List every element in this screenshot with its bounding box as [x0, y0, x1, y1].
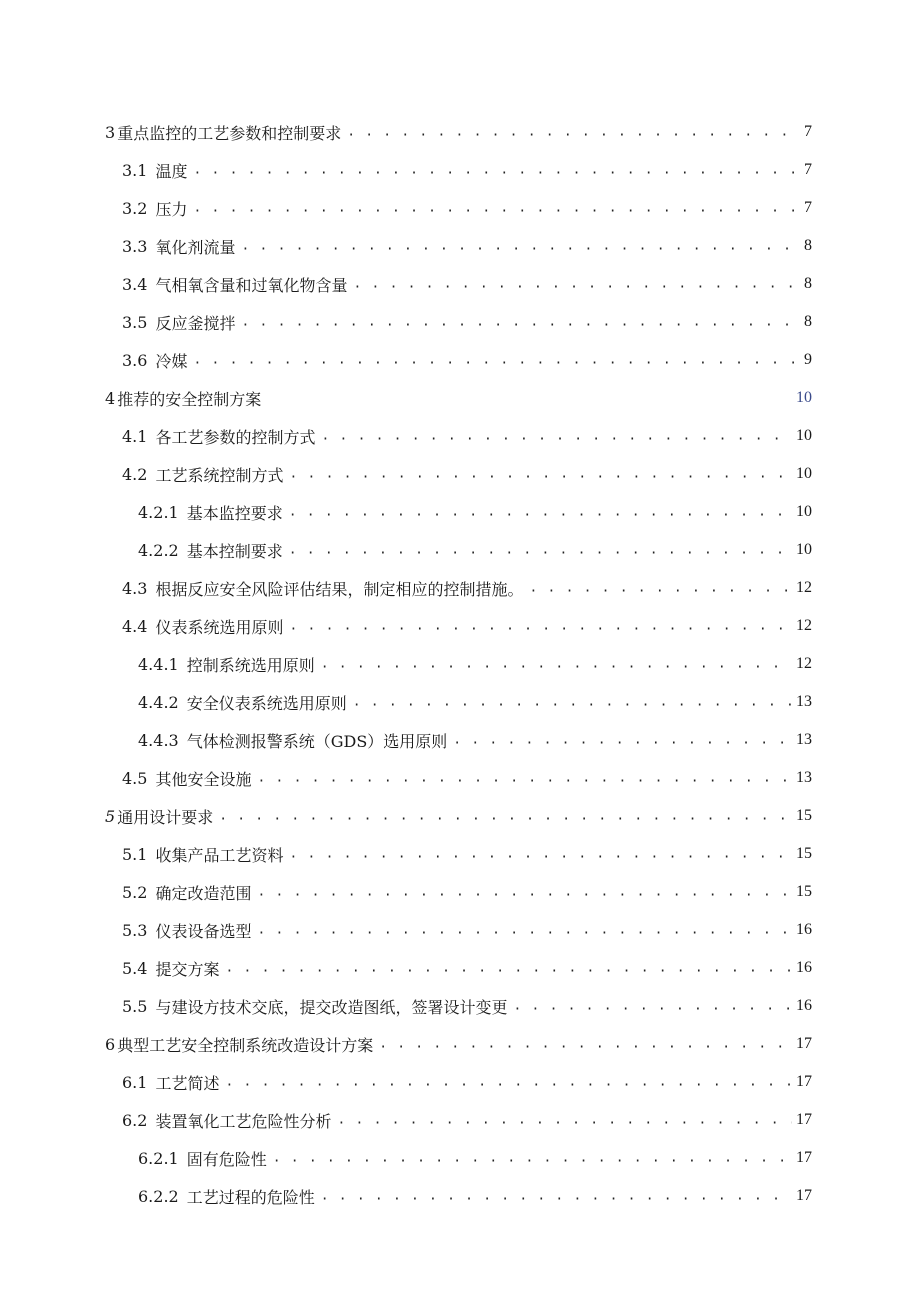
toc-entry-number: 6.2.2 [138, 1186, 179, 1206]
toc-entry-number: 6.2 [122, 1110, 148, 1130]
toc-entry[interactable] [122, 915, 812, 945]
toc-entry[interactable] [122, 193, 812, 223]
toc-entry-page-number: 13 [796, 769, 812, 786]
toc-entry-number: 5.3 [122, 920, 148, 940]
toc-dot-leader [267, 383, 792, 413]
toc-entry[interactable] [138, 649, 812, 679]
toc-entry-page-number: 13 [796, 731, 812, 748]
toc-entry[interactable] [122, 611, 812, 641]
toc-entry-page-number: 7 [804, 123, 812, 140]
toc-entry-page-number: 10 [796, 503, 812, 520]
toc-entry-number: 5.4 [122, 958, 148, 978]
toc-entry-page-number: 12 [796, 617, 812, 634]
toc-entry-title: 气相氧含量和过氧化物含量 [155, 275, 348, 295]
toc-entry[interactable] [138, 687, 812, 717]
toc-entry-page-number: 12 [796, 655, 812, 672]
toc-entry-page-number: 8 [804, 237, 812, 254]
toc-entry-page-number: 7 [804, 161, 812, 178]
toc-entry[interactable] [138, 1181, 812, 1211]
toc-entry-page-number: 8 [804, 275, 812, 292]
toc-dot-leader [257, 763, 792, 793]
toc-entry[interactable] [122, 1067, 812, 1097]
toc-entry-number: 4.2.2 [138, 540, 179, 560]
toc-entry-number: 5.1 [122, 844, 148, 864]
toc-entry-number: 4.4 [122, 616, 148, 636]
toc-entry-page-number: 13 [796, 693, 812, 710]
toc-dot-leader [241, 307, 796, 337]
toc-dot-leader [257, 915, 792, 945]
toc-entry[interactable] [105, 117, 812, 147]
toc-entry-title: 确定改造范围 [155, 883, 252, 903]
toc-entry-page-number: 17 [796, 1187, 812, 1204]
toc-entry-title: 通用设计要求 [117, 807, 214, 827]
toc-entry-number: 3.2 [122, 198, 148, 218]
toc-dot-leader [289, 535, 792, 565]
toc-entry-number: 4.4.1 [138, 654, 179, 674]
toc-entry-number: 4.4.2 [138, 692, 179, 712]
toc-dot-leader [241, 231, 796, 261]
toc-entry-number: 6.1 [122, 1072, 148, 1092]
toc-dot-leader [289, 497, 792, 527]
toc-entry-title: 工艺系统控制方式 [155, 465, 284, 485]
toc-entry[interactable] [138, 725, 812, 755]
toc-dot-leader [347, 117, 796, 147]
toc-dot-leader [193, 193, 796, 223]
toc-entry-title: 压力 [155, 199, 188, 219]
toc-entry-title: 装置氧化工艺危险性分析 [155, 1111, 332, 1131]
toc-entry-page-number: 12 [796, 579, 812, 596]
toc-dot-leader [289, 839, 792, 869]
toc-dot-leader [379, 1029, 792, 1059]
toc-entry-title: 工艺过程的危险性 [186, 1187, 315, 1207]
toc-entry-number: 6.2.1 [138, 1148, 179, 1168]
toc-entry-title: 提交方案 [155, 959, 220, 979]
toc-entry-number: 3 [105, 122, 116, 142]
toc-entry-title: 温度 [155, 161, 188, 181]
toc-entry-number: 4 [105, 388, 116, 408]
toc-entry-title: 工艺简述 [155, 1073, 220, 1093]
toc-dot-leader [289, 459, 792, 489]
toc-dot-leader [353, 269, 796, 299]
toc-dot-leader [193, 155, 796, 185]
toc-dot-leader [225, 953, 792, 983]
toc-entry[interactable] [122, 1105, 812, 1135]
toc-entry-page-number: 16 [796, 997, 812, 1014]
toc-entry-number: 4.1 [122, 426, 148, 446]
toc-entry-title: 根据反应安全风险评估结果，制定相应的控制措施。 [155, 579, 524, 599]
toc-entry-page-number: 15 [796, 845, 812, 862]
toc-entry-page-number: 10 [796, 427, 812, 444]
toc-dot-leader [529, 573, 792, 603]
toc-entry[interactable] [138, 535, 812, 565]
toc-dot-leader [321, 649, 792, 679]
toc-entry-page-number: 7 [804, 199, 812, 216]
toc-entry-title: 氧化剂流量 [155, 237, 236, 257]
toc-entry[interactable] [122, 345, 812, 375]
toc-entry-title: 基本监控要求 [186, 503, 283, 523]
toc-entry-number: 5.5 [122, 996, 148, 1016]
toc-entry-title: 各工艺参数的控制方式 [155, 427, 316, 447]
toc-dot-leader [337, 1105, 792, 1135]
toc-entry-number: 5.2 [122, 882, 148, 902]
toc-entry-page-number: 9 [804, 351, 812, 368]
toc-entry-page-number: 10 [796, 541, 812, 558]
toc-entry-page-number: 8 [804, 313, 812, 330]
toc-entry[interactable] [105, 801, 812, 831]
toc-entry-page-number: 15 [796, 807, 812, 824]
toc-entry-title: 冷媒 [155, 351, 188, 371]
toc-entry-number: 3.4 [122, 274, 148, 294]
toc-entry-number: 4.4.3 [138, 730, 179, 750]
toc-entry[interactable] [105, 383, 812, 413]
toc-entry[interactable] [122, 231, 812, 261]
toc-entry-title: 仪表系统选用原则 [155, 617, 284, 637]
toc-entry[interactable] [122, 155, 812, 185]
toc-dot-leader [353, 687, 792, 717]
toc-entry-title: 控制系统选用原则 [186, 655, 315, 675]
toc-entry-title: 反应釜搅拌 [155, 313, 236, 333]
toc-entry-page-number: 10 [796, 465, 812, 482]
toc-entry[interactable] [122, 763, 812, 793]
toc-dot-leader [321, 1181, 792, 1211]
toc-entry-title: 其他安全设施 [155, 769, 252, 789]
toc-entry-number: 6 [105, 1034, 116, 1054]
toc-entry[interactable] [122, 307, 812, 337]
toc-entry-number: 3.5 [122, 312, 148, 332]
toc-dot-leader [193, 345, 796, 375]
toc-dot-leader [225, 1067, 792, 1097]
toc-entry-title: 基本控制要求 [186, 541, 283, 561]
toc-entry-title: 收集产品工艺资料 [155, 845, 284, 865]
toc-entry-number: 4.2.1 [138, 502, 179, 522]
toc-entry[interactable] [122, 421, 812, 451]
toc-entry-title: 重点监控的工艺参数和控制要求 [117, 123, 342, 143]
toc-entry[interactable] [122, 269, 812, 299]
toc-entry[interactable] [105, 1029, 812, 1059]
toc-entry-page-number: 16 [796, 921, 812, 938]
toc-entry[interactable] [138, 497, 812, 527]
toc-entry-title: 安全仪表系统选用原则 [186, 693, 347, 713]
toc-entry-number: 4.3 [122, 578, 148, 598]
toc-entry-page-number: 17 [796, 1111, 812, 1128]
toc-entry-page-number: 10 [796, 389, 812, 406]
toc-dot-leader [257, 877, 792, 907]
toc-entry-page-number: 17 [796, 1149, 812, 1166]
toc-dot-leader [453, 725, 792, 755]
toc-entry[interactable] [138, 1143, 812, 1173]
toc-dot-leader [321, 421, 792, 451]
toc-entry[interactable] [122, 953, 812, 983]
toc-entry[interactable] [122, 877, 812, 907]
toc-entry[interactable] [122, 459, 812, 489]
toc-entry-number: 3.1 [122, 160, 148, 180]
toc-dot-leader [513, 991, 792, 1021]
toc-entry-title: 与建设方技术交底，提交改造图纸，签署设计变更 [155, 997, 508, 1017]
toc-entry-title: 气体检测报警系统（GDS）选用原则 [186, 731, 448, 751]
toc-entry-number: 4.5 [122, 768, 148, 788]
toc-entry[interactable] [122, 839, 812, 869]
toc-dot-leader [273, 1143, 792, 1173]
toc-entry[interactable] [122, 573, 812, 603]
toc-entry-number: 4.2 [122, 464, 148, 484]
toc-entry-title: 仪表设备选型 [155, 921, 252, 941]
toc-dot-leader [219, 801, 792, 831]
toc-entry-number: 5 [105, 806, 116, 826]
toc-dot-leader [289, 611, 792, 641]
toc-entry-page-number: 15 [796, 883, 812, 900]
toc-entry-title: 典型工艺安全控制系统改造设计方案 [117, 1035, 374, 1055]
toc-entry-number: 3.6 [122, 350, 148, 370]
toc-entry[interactable] [122, 991, 812, 1021]
toc-entry-title: 固有危险性 [186, 1149, 267, 1169]
toc-entry-page-number: 16 [796, 959, 812, 976]
toc-entry-page-number: 17 [796, 1035, 812, 1052]
toc-entry-page-number: 17 [796, 1073, 812, 1090]
toc-entry-title: 推荐的安全控制方案 [117, 389, 262, 409]
toc-entry-number: 3.3 [122, 236, 148, 256]
